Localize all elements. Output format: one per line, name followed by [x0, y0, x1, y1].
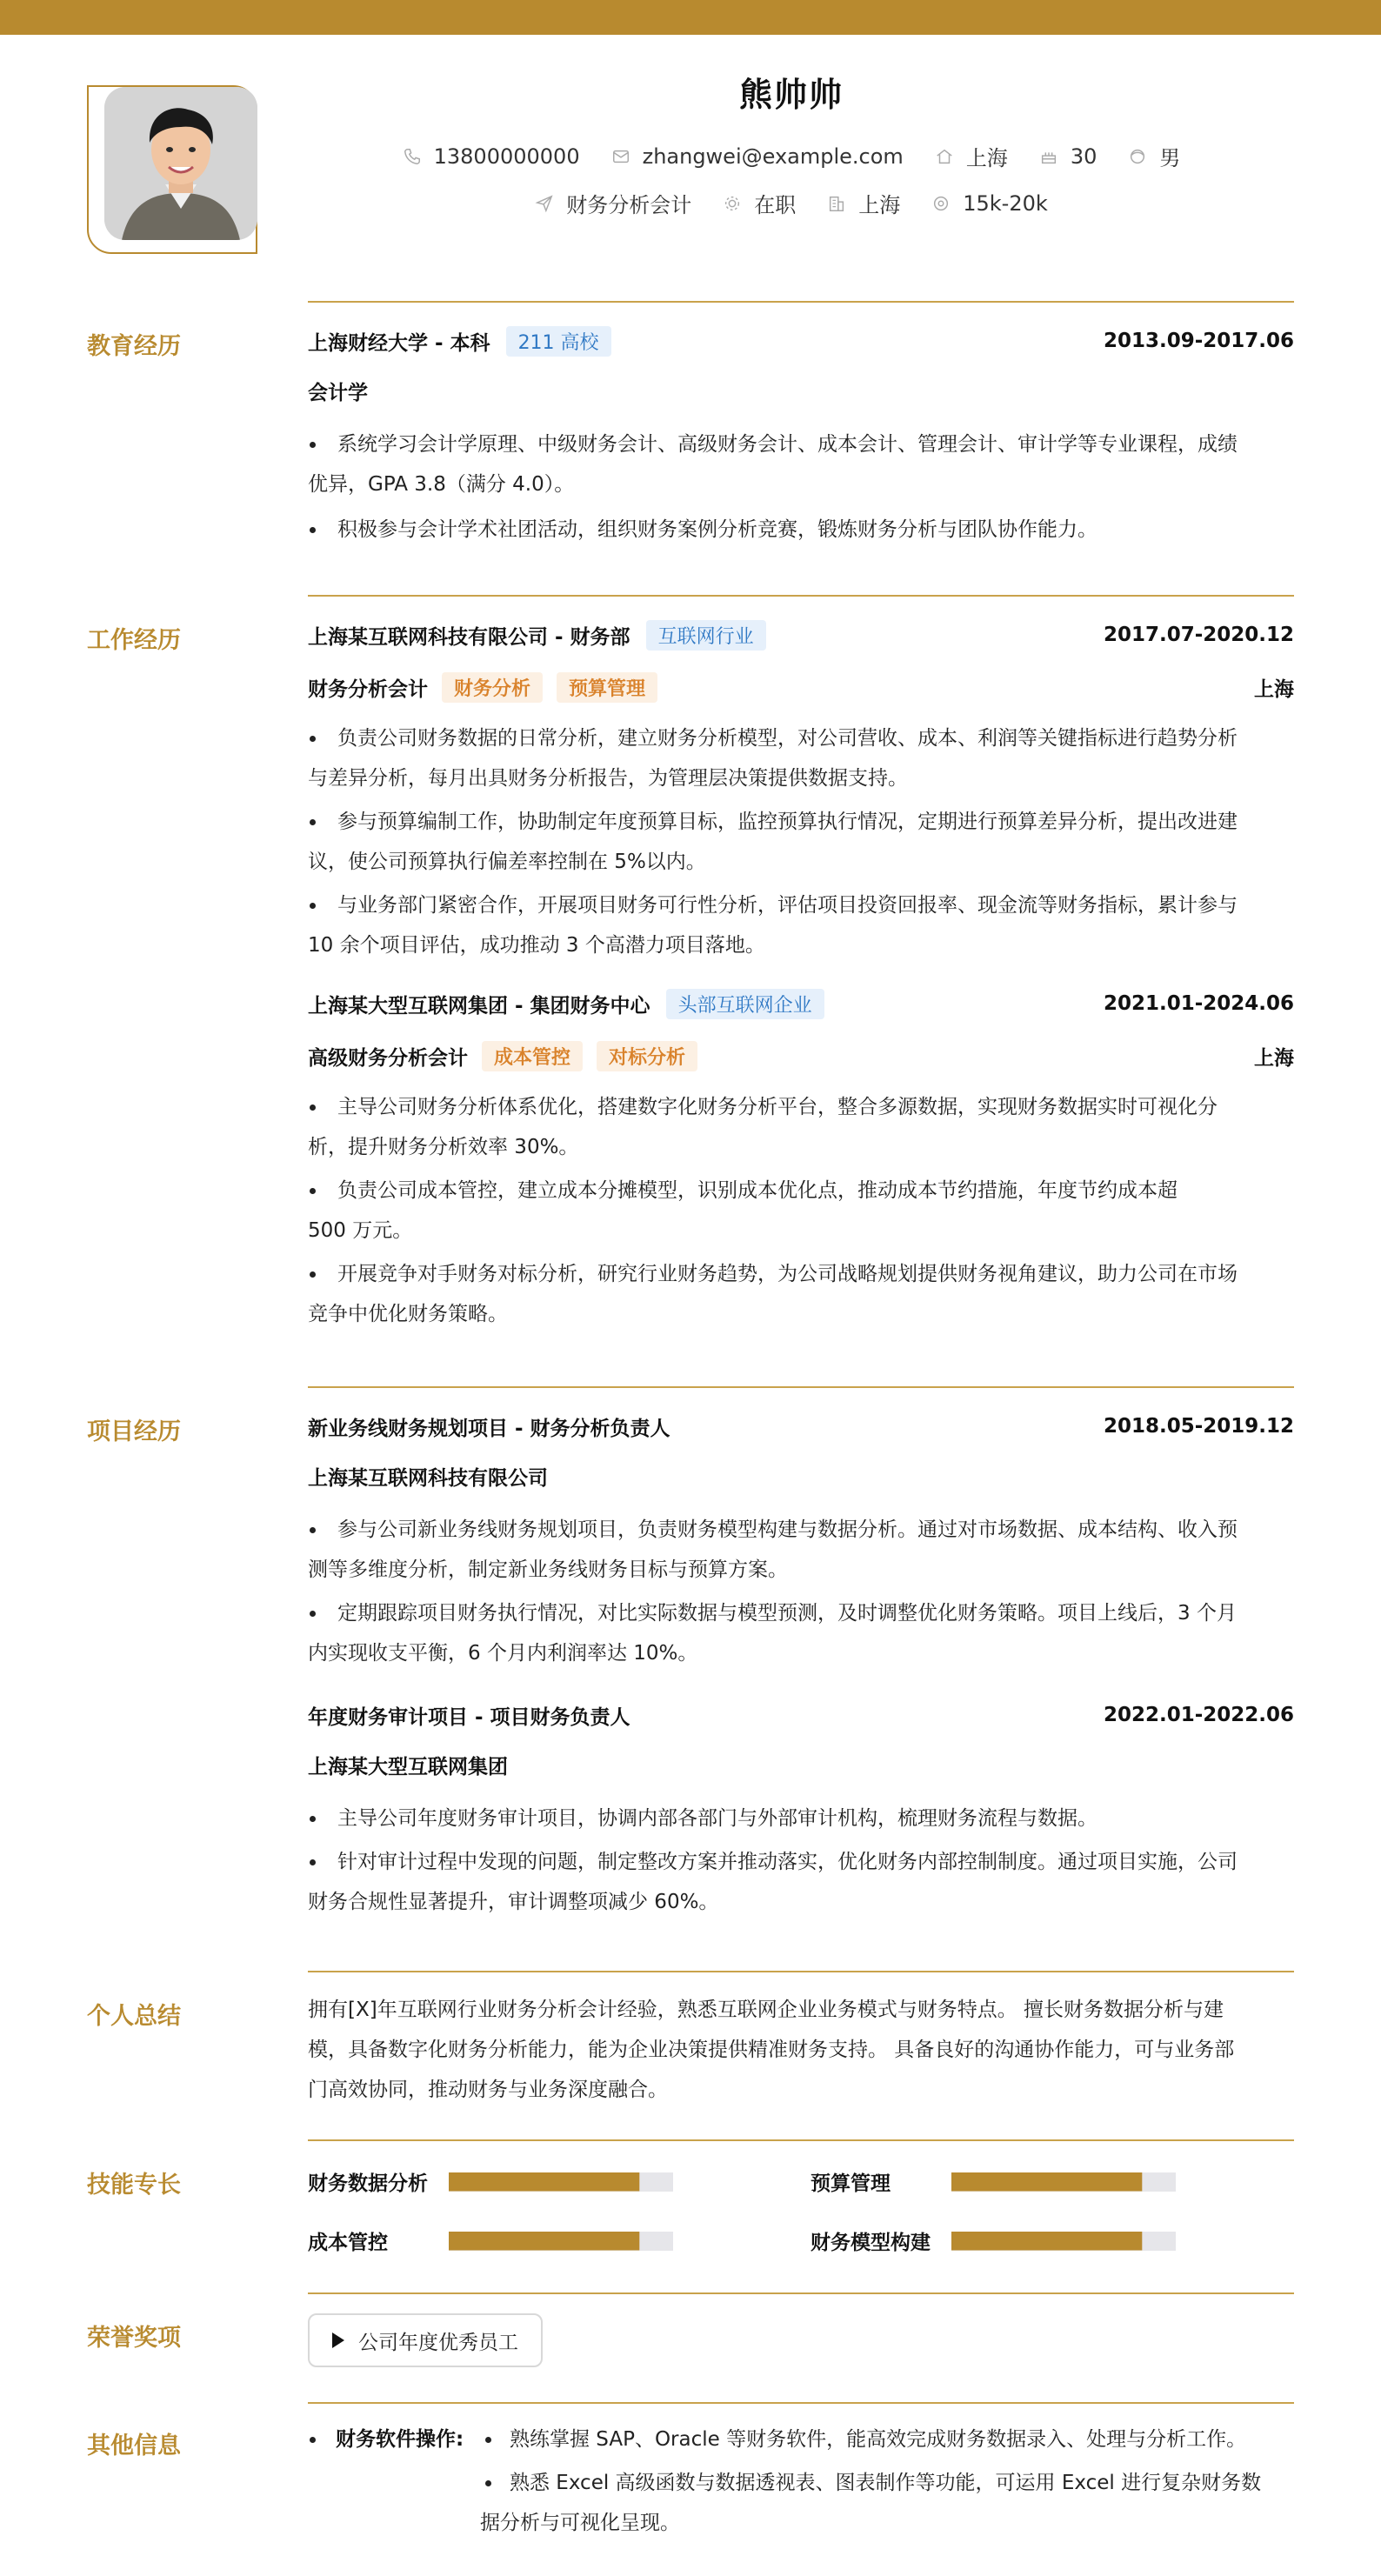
school-tag: 211 高校 — [506, 326, 611, 357]
phone-item — [403, 144, 580, 169]
summary-line: 门高效协同，推动财务与业务深度融合。 — [308, 2079, 668, 2101]
section-title-summary: 个人总结 — [87, 2003, 181, 2030]
project-name: 新业务线财务规划项目 - 财务分析负责人 — [308, 1417, 670, 1440]
skill-item — [811, 2167, 1176, 2196]
list-item: 系统学习会计学原理、中级财务会计、高级财务会计、成本会计、管理会计、审计学等专业课程，成绩 优异，GPA 3.8（满分 4.0）。 — [308, 424, 1294, 504]
job-city: 上海 — [1254, 1046, 1294, 1070]
role-title: 财务分析会计 — [308, 677, 428, 701]
city-item — [827, 188, 900, 218]
other-line: 熟练掌握 SAP、Oracle 等财务软件，能高效完成财务数据录入、处理与分析工作。 — [510, 2428, 1247, 2451]
section-title-work: 工作经历 — [87, 627, 181, 654]
bullet-dot — [310, 2437, 316, 2443]
job-date: 2017.07-2020.12 — [1103, 624, 1294, 646]
skill-tag: 对标分析 — [597, 1041, 697, 1071]
industry-tag: 互联网行业 — [646, 620, 766, 651]
job-date: 2021.01-2024.06 — [1103, 992, 1294, 1015]
section-title-awards: 荣誉奖项 — [87, 2325, 181, 2352]
skill-bar — [951, 2232, 1176, 2251]
list-item: 定期跟踪项目财务执行情况，对比实际数据与模型预测，及时调整优化财务策略。项目上线后，3 个月 内实现收支平衡，6 个月内利润率达 10%。 — [308, 1593, 1294, 1673]
skill-name: 预算管理 — [811, 2172, 891, 2195]
list-item: 参与公司新业务线财务规划项目，负责财务模型构建与数据分析。通过对市场数据、成本结构、收入预 测等多维度分析，制定新业务线财务目标与预算方案。 — [308, 1510, 1294, 1590]
other-line: 据分析与可视化呈现。 — [480, 2512, 680, 2534]
project-rule — [308, 1386, 1294, 1388]
skill-tag: 成本管控 — [482, 1041, 583, 1071]
project-org: 上海某大型互联网集团 — [308, 1756, 508, 1779]
list-item: 负责公司成本管控，建立成本分摊模型，识别成本优化点，推动成本节约措施，年度节约成本超 500 万元。 — [308, 1171, 1294, 1251]
school-name: 上海财经大学 - 本科 — [308, 331, 490, 355]
project-org: 上海某互联网科技有限公司 — [308, 1467, 548, 1490]
status-text: 在职 — [754, 193, 797, 217]
cake-icon — [1039, 147, 1058, 166]
skill-item — [308, 2226, 673, 2255]
candidate-name: 熊帅帅 — [738, 76, 844, 114]
awards-rule — [308, 2292, 1294, 2294]
section-title-project: 项目经历 — [87, 1418, 181, 1445]
contact-info-row — [330, 141, 1252, 171]
industry-tag: 头部互联网企业 — [666, 989, 824, 1019]
award-item[interactable] — [308, 2313, 543, 2367]
role-row — [308, 1038, 1294, 1073]
list-item: 针对审计过程中发现的问题，制定整改方案并推动落实，优化财务内部控制制度。通过项目实施，公司 财务合规性显著提升，审计调整项减少 60%。 — [308, 1842, 1294, 1922]
salary-item — [931, 191, 1048, 216]
list-item: 积极参与会计学术社团活动，组织财务案例分析竞赛，锻炼财务分析与团队协作能力。 — [308, 510, 1294, 550]
other-line: 熟悉 Excel 高级函数与数据透视表、图表制作等功能，可运用 Excel 进行复杂财务数 — [510, 2472, 1262, 2494]
project-date: 2022.01-2022.06 — [1103, 1704, 1294, 1726]
section-title-other: 其他信息 — [87, 2433, 181, 2459]
skill-item — [811, 2226, 1176, 2255]
company-name: 上海某互联网科技有限公司 - 财务部 — [308, 625, 630, 649]
avatar-portrait-icon — [104, 87, 257, 240]
position-text: 财务分析会计 — [566, 193, 692, 217]
top-accent-bar — [0, 0, 1381, 35]
work-rule — [308, 595, 1294, 597]
role-title: 高级财务分析会计 — [308, 1046, 468, 1070]
job-header — [308, 617, 1294, 652]
avatar-frame — [87, 85, 257, 254]
home-icon — [935, 147, 954, 166]
bullet-dot — [485, 2437, 491, 2443]
status-item — [723, 188, 796, 218]
skill-name: 财务模型构建 — [811, 2232, 931, 2254]
skills-rule — [308, 2139, 1294, 2141]
gender-text: 男 — [1159, 146, 1181, 170]
list-item: 负责公司财务数据的日常分析，建立财务分析模型，对公司营收、成本、利润等关键指标进行趋势分析 与差异分析，每月出具财务分析报告，为管理层决策提供数据支持。 — [308, 718, 1294, 798]
award-label: 公司年度优秀员工 — [358, 2331, 518, 2354]
skill-bar — [449, 2172, 673, 2192]
skill-item — [308, 2167, 673, 2196]
position-item — [535, 188, 691, 218]
list-item: 主导公司财务分析体系优化，搭建数字化财务分析平台，整合多源数据，实现财务数据实时可视化分 析，提升财务分析效率 30%。 — [308, 1087, 1294, 1167]
section-title-education: 教育经历 — [87, 333, 181, 360]
skill-bar-fill — [449, 2232, 639, 2251]
list-item: 与业务部门紧密合作，开展项目财务可行性分析，评估项目投资回报率、现金流等财务指标，累计参与 10 余个项目评估，成功推动 3 个高潜力项目落地。 — [308, 885, 1294, 965]
status-gear-icon — [723, 194, 742, 213]
skill-bar — [951, 2172, 1176, 2192]
project-date: 2018.05-2019.12 — [1103, 1415, 1294, 1438]
person-face-icon — [1128, 147, 1147, 166]
age-item — [1039, 144, 1097, 169]
education-date: 2013.09-2017.06 — [1103, 330, 1294, 352]
summary-rule — [308, 1971, 1294, 1972]
list-item: 主导公司年度财务审计项目，协调内部各部门与外部审计机构，梳理财务流程与数据。 — [308, 1799, 1294, 1839]
project-header — [308, 1409, 1294, 1444]
project-header — [308, 1698, 1294, 1732]
summary-line: 模，具备数字化财务分析能力，能为企业决策提供精准财务支持。 具备良好的沟通协作能力，可与业务部 — [308, 2039, 1235, 2061]
job-info-row — [330, 188, 1252, 218]
summary-line: 拥有[X]年互联网行业财务分析会计经验，熟悉互联网企业业务模式与财务特点。 擅长财务数据分析与建 — [308, 1999, 1224, 2021]
building-icon — [827, 194, 846, 213]
role-row — [308, 670, 1294, 704]
salary-text: 15k-20k — [963, 190, 1048, 216]
skill-bar-fill — [951, 2232, 1142, 2251]
gender-item — [1128, 141, 1180, 171]
education-rule — [308, 301, 1294, 303]
play-triangle-icon — [332, 2332, 344, 2348]
send-icon — [535, 194, 554, 213]
bullet-dot — [485, 2480, 491, 2486]
email-item — [611, 144, 904, 169]
other-label: 财务软件操作: — [336, 2428, 464, 2451]
list-item: 开展竞争对手财务对标分析，研究行业财务趋势，为公司战略规划提供财务视角建议，助力公司在市场 竞争中优化财务策略。 — [308, 1254, 1294, 1334]
job-city: 上海 — [1254, 677, 1294, 701]
project-name: 年度财务审计项目 - 项目财务负责人 — [308, 1705, 630, 1729]
list-item: 参与预算编制工作，协助制定年度预算目标，监控预算执行情况，定期进行预算差异分析，提出改进建 议，使公司预算执行偏差率控制在 5%以内。 — [308, 802, 1294, 882]
skill-tag: 财务分析 — [442, 672, 543, 703]
company-name: 上海某大型互联网集团 - 集团财务中心 — [308, 994, 650, 1018]
education-header — [308, 324, 1294, 358]
location-text: 上海 — [965, 146, 1008, 170]
mail-icon — [611, 147, 630, 166]
major-name: 会计学 — [308, 382, 368, 404]
section-title-skills: 技能专长 — [87, 2172, 181, 2199]
email-text: zhangwei@example.com — [642, 143, 904, 169]
skill-name: 财务数据分析 — [308, 2172, 428, 2195]
skill-bar — [449, 2232, 673, 2251]
coin-icon — [931, 194, 951, 213]
city-text: 上海 — [858, 193, 901, 217]
skill-bar-fill — [449, 2172, 639, 2192]
skill-tag: 预算管理 — [557, 672, 657, 703]
skill-bar-fill — [951, 2172, 1142, 2192]
other-rule — [308, 2402, 1294, 2404]
skill-name: 成本管控 — [308, 2232, 388, 2254]
avatar — [104, 87, 257, 240]
job-header — [308, 986, 1294, 1021]
phone-icon — [403, 147, 422, 166]
phone-text: 13800000000 — [433, 143, 580, 169]
age-text: 30 — [1070, 143, 1097, 169]
location-item — [935, 141, 1008, 171]
